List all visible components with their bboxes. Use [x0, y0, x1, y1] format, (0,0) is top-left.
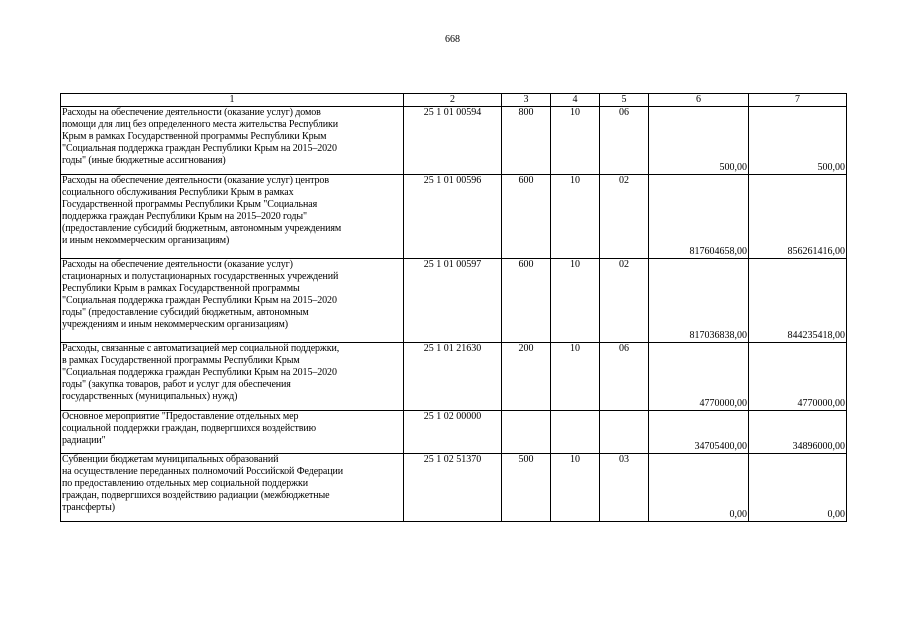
description-line: по предоставлению отдельных мер социальной поддержки	[62, 478, 308, 489]
table-row	[61, 343, 847, 411]
row-amount-2019: 856261416,00	[749, 175, 847, 259]
row-code: 25 1 02 00000	[404, 411, 502, 454]
description-line: годы" (предоставление субсидий бюджетным, автономным	[62, 307, 309, 318]
row-amount-2019: 500,00	[749, 107, 847, 175]
row-description	[61, 259, 404, 343]
table-header-row	[61, 94, 847, 107]
column-header: 1	[61, 94, 404, 107]
row-subsection: 03	[600, 454, 649, 522]
row-expense-type: 500	[502, 454, 551, 522]
row-amount-2018: 817036838,00	[649, 259, 749, 343]
row-amount-2018: 0,00	[649, 454, 749, 522]
row-expense-type: 600	[502, 259, 551, 343]
row-subsection: 02	[600, 259, 649, 343]
row-subsection: 02	[600, 175, 649, 259]
row-code: 25 1 01 00594	[404, 107, 502, 175]
row-expense-type: 800	[502, 107, 551, 175]
description-line: социального обслуживания Республики Крым в рамках	[62, 187, 294, 198]
row-section	[551, 411, 600, 454]
row-description	[61, 343, 404, 411]
row-section: 10	[551, 454, 600, 522]
table-row	[61, 259, 847, 343]
description-line: (предоставление субсидий бюджетным, автономным учреждениям	[62, 223, 342, 234]
description-line: на осуществление переданных полномочий Российской Федерации	[62, 466, 344, 477]
row-description	[61, 107, 404, 175]
table-row	[61, 107, 847, 175]
column-header: 5	[600, 94, 649, 107]
description-line: стационарных и полустационарных государственных учреждений	[62, 271, 339, 282]
row-section: 10	[551, 107, 600, 175]
column-header: 2	[404, 94, 502, 107]
row-description	[61, 454, 404, 522]
description-line: "Социальная поддержка граждан Республики Крым на 2015–2020	[62, 143, 337, 154]
description-line: Субвенции бюджетам муниципальных образований	[62, 454, 279, 465]
description-line: трансферты)	[62, 502, 115, 513]
description-line: Государственной программы Республики Крым "Социальная	[62, 199, 318, 210]
row-amount-2019: 34896000,00	[749, 411, 847, 454]
row-code: 25 1 01 00597	[404, 259, 502, 343]
description-line: учреждениям и иным некоммерческим организациям)	[62, 319, 289, 330]
row-expense-type: 200	[502, 343, 551, 411]
description-line: помощи для лиц без определенного места жительства Республики	[62, 119, 339, 130]
row-amount-2019: 0,00	[749, 454, 847, 522]
description-line: Расходы, связанные с автоматизацией мер социальной поддержки,	[62, 343, 340, 354]
description-line: годы" (закупка товаров, работ и услуг для обеспечения	[62, 379, 291, 390]
row-code: 25 1 01 00596	[404, 175, 502, 259]
column-header: 3	[502, 94, 551, 107]
description-line: годы" (иные бюджетные ассигнования)	[62, 155, 226, 166]
row-section: 10	[551, 259, 600, 343]
row-amount-2018: 817604658,00	[649, 175, 749, 259]
description-line: радиации"	[62, 435, 106, 446]
description-line: в рамках Государственной программы Республики Крым	[62, 355, 300, 366]
page-number: 668	[445, 34, 460, 45]
table-row	[61, 454, 847, 522]
row-subsection: 06	[600, 107, 649, 175]
row-code: 25 1 01 21630	[404, 343, 502, 411]
description-line: социальной поддержки граждан, подвергшихся воздействию	[62, 423, 316, 434]
row-expense-type: 600	[502, 175, 551, 259]
row-expense-type	[502, 411, 551, 454]
budget-table	[60, 93, 847, 522]
table-row	[61, 411, 847, 454]
description-line: граждан, подвергшихся воздействию радиации (межбюджетные	[62, 490, 330, 501]
column-header: 4	[551, 94, 600, 107]
description-line: Крым в рамках Государственной программы Республики Крым	[62, 131, 327, 142]
row-section: 10	[551, 175, 600, 259]
row-subsection	[600, 411, 649, 454]
column-header: 6	[649, 94, 749, 107]
row-section: 10	[551, 343, 600, 411]
row-code: 25 1 02 51370	[404, 454, 502, 522]
description-line: Расходы на обеспечение деятельности (оказание услуг) домов	[62, 107, 321, 118]
description-line: поддержка граждан Республики Крым на 2015–2020 годы"	[62, 211, 307, 222]
description-line: Республики Крым в рамках Государственной программы	[62, 283, 300, 294]
row-amount-2019: 4770000,00	[749, 343, 847, 411]
row-amount-2018: 4770000,00	[649, 343, 749, 411]
table-row	[61, 175, 847, 259]
row-amount-2018: 34705400,00	[649, 411, 749, 454]
row-description	[61, 175, 404, 259]
row-amount-2019: 844235418,00	[749, 259, 847, 343]
description-line: "Социальная поддержка граждан Республики Крым на 2015–2020	[62, 295, 337, 306]
description-line: Расходы на обеспечение деятельности (оказание услуг) центров	[62, 175, 329, 186]
description-line: "Социальная поддержка граждан Республики Крым на 2015–2020	[62, 367, 337, 378]
column-header: 7	[749, 94, 847, 107]
row-description	[61, 411, 404, 454]
row-subsection: 06	[600, 343, 649, 411]
description-line: Расходы на обеспечение деятельности (оказание услуг)	[62, 259, 293, 270]
description-line: Основное мероприятие "Предоставление отдельных мер	[62, 411, 299, 422]
description-line: государственных (муниципальных) нужд)	[62, 391, 238, 402]
description-line: и иным некоммерческим организациям)	[62, 235, 230, 246]
row-amount-2018: 500,00	[649, 107, 749, 175]
